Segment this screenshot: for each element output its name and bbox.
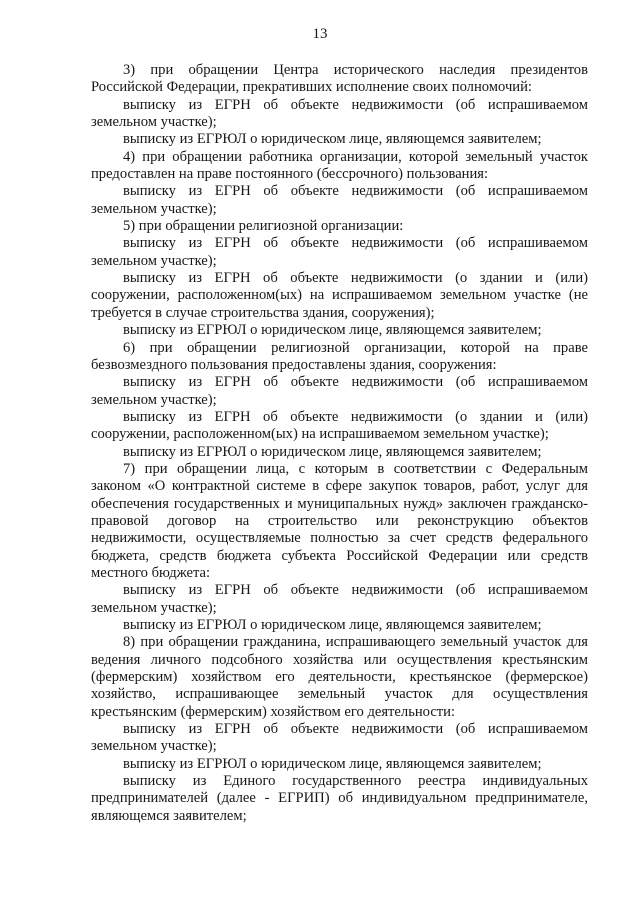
paragraph: выписку из ЕГРН об объекте недвижимости (о здании и (или) сооружении, расположенном(ых) на испрашиваемом земельном участке (не требуется в случае строительства здания, сооружения); — [91, 270, 588, 321]
paragraph: 5) при обращении религиозной организации: — [123, 218, 404, 235]
paragraph: выписку из ЕГРН об объекте недвижимости (об испрашиваемом земельном участке); — [91, 183, 588, 217]
paragraph: 8) при обращении гражданина, испрашивающего земельный участок для ведения личного подсобного хозяйства или осуществления крестьянским (фермерским) хозяйством его деятельности, крестьянское (фермерское) хозяйство, испрашивающее земельный участок для осуществления крестьянским (фермерским) хозяйством его деятельности: — [91, 634, 588, 720]
document-body — [91, 62, 588, 825]
paragraph: выписку из ЕГРН об объекте недвижимости (об испрашиваемом земельном участке); — [91, 582, 588, 616]
paragraph: 4) при обращении работника организации, которой земельный участок предоставлен на праве постоянного (бессрочного) пользования: — [91, 148, 588, 183]
paragraph: выписку из ЕГРЮЛ о юридическом лице, являющемся заявителем; — [123, 131, 542, 148]
paragraph: 3) при обращении Центра исторического наследия президентов Российской Федерации, прекративших исполнение своих полномочий: — [91, 62, 588, 96]
paragraph: 6) при обращении религиозной организации, которой на праве безвозмездного пользования предоставлены здания, сооружения: — [91, 339, 588, 373]
paragraph: выписку из ЕГРН об объекте недвижимости (о здании и (или) сооружении, расположенном(ых) на испрашиваемом земельном участке); — [91, 408, 588, 443]
paragraph: выписку из ЕГРН об объекте недвижимости (об испрашиваемом земельном участке); — [91, 235, 588, 269]
paragraph: выписку из ЕГРЮЛ о юридическом лице, являющемся заявителем; — [123, 617, 542, 633]
paragraph: выписку из ЕГРЮЛ о юридическом лице, являющемся заявителем; — [123, 322, 542, 339]
paragraph: выписку из Единого государственного реестра индивидуальных предпринимателей (далее - ЕГРИП) об индивидуальном предпринимателе, являющемся заявителем; — [91, 773, 588, 824]
paragraph: 7) при обращении лица, с которым в соответствии с Федеральным законом «О контрактной системе в сфере закупок товаров, работ, услуг для обеспечения государственных и муниципальных нужд» заключен гражданско-правовой договор на строительство или реконструкцию объектов недвижимости, осуществляемые полностью за счет средств федерального бюджета, средств бюджета субъекта Российской Федерации или средств местного бюджета: — [91, 460, 588, 581]
paragraph: выписку из ЕГРН об объекте недвижимости (об испрашиваемом земельном участке); — [91, 374, 588, 408]
paragraph: выписку из ЕГРН об объекте недвижимости (об испрашиваемом земельном участке); — [91, 721, 588, 755]
paragraph: выписку из ЕГРЮЛ о юридическом лице, являющемся заявителем; — [123, 755, 542, 772]
paragraph: выписку из ЕГРН об объекте недвижимости (об испрашиваемом земельном участке); — [91, 96, 588, 131]
page-number: 13 — [312, 26, 328, 42]
paragraph: выписку из ЕГРЮЛ о юридическом лице, являющемся заявителем; — [123, 443, 542, 460]
